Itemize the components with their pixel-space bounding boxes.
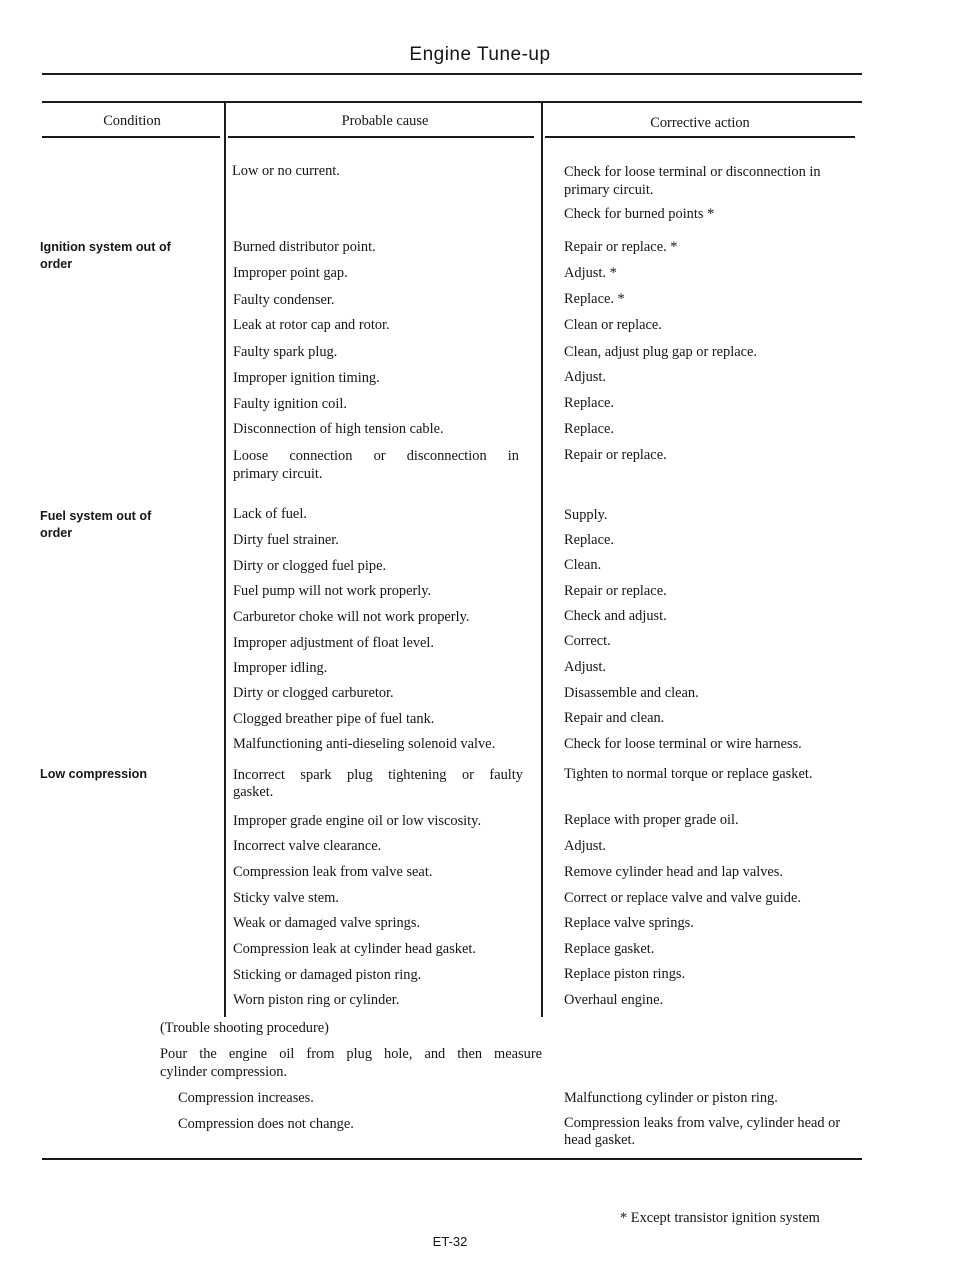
- cause-item: Improper point gap.: [233, 265, 348, 281]
- cause-item: Improper adjustment of float level.: [233, 635, 435, 651]
- table-top-rule: [42, 101, 862, 103]
- action-item: Repair or replace.: [564, 583, 667, 599]
- action-item: Adjust.: [564, 369, 606, 385]
- header-rule-cause: [228, 136, 534, 138]
- footnote: * Except transistor ignition system: [620, 1210, 820, 1226]
- cause-item: Improper grade engine oil or low viscosity.: [233, 813, 482, 829]
- condition-ignition: Ignition system out of order: [40, 240, 171, 271]
- action-item: Tighten to normal torque or replace gasket.: [564, 766, 813, 782]
- cause-item: Lack of fuel.: [233, 506, 307, 522]
- action-item: Overhaul engine.: [564, 992, 664, 1008]
- action-item: Repair or replace. *: [564, 239, 678, 255]
- procedure-title: (Trouble shooting procedure): [160, 1020, 329, 1036]
- cause-item: Incorrect spark plug tightening or faulty: [233, 767, 523, 783]
- action-item: Check for loose terminal or disconnection in: [564, 164, 821, 180]
- action-item: primary circuit.: [564, 182, 654, 198]
- cause-item: Sticky valve stem.: [233, 890, 339, 906]
- cause-item: Sticking or damaged piston ring.: [233, 967, 422, 983]
- condition-compression: Low compression: [40, 767, 148, 781]
- column-divider-1: [224, 101, 226, 1017]
- cause-item: Low or no current.: [232, 163, 340, 179]
- cause-item: Incorrect valve clearance.: [233, 838, 382, 854]
- procedure-result: Compression does not change.: [178, 1116, 354, 1132]
- cause-item: Malfunctioning anti-dieseling solenoid valve.: [233, 736, 496, 752]
- cause-item: Improper ignition timing.: [233, 370, 380, 386]
- action-item: Correct.: [564, 633, 611, 649]
- action-item: Replace gasket.: [564, 941, 655, 957]
- cause-item: Dirty fuel strainer.: [233, 532, 339, 548]
- column-divider-2: [541, 101, 543, 1017]
- cause-item: Burned distributor point.: [233, 239, 376, 255]
- header-rule-condition: [42, 136, 220, 138]
- header-probable-cause: Probable cause: [341, 113, 429, 129]
- action-item: Adjust.: [564, 659, 606, 675]
- action-item: Repair and clean.: [564, 710, 665, 726]
- cause-item: Worn piston ring or cylinder.: [233, 992, 400, 1008]
- condition-fuel: Fuel system out of order: [40, 509, 152, 540]
- action-item: Check for loose terminal or wire harness.: [564, 736, 802, 752]
- cause-item: Dirty or clogged carburetor.: [233, 685, 394, 701]
- action-item: Check for burned points *: [564, 206, 715, 222]
- procedure-line: cylinder compression.: [160, 1064, 288, 1080]
- action-item: Remove cylinder head and lap valves.: [564, 864, 783, 880]
- cause-item: Improper idling.: [233, 660, 328, 676]
- action-item: Replace. *: [564, 291, 625, 307]
- cause-item: Disconnection of high tension cable.: [233, 421, 444, 437]
- action-item: Adjust. *: [564, 265, 617, 281]
- cause-item: Loose connection or disconnection in: [233, 448, 519, 464]
- action-item: Replace with proper grade oil.: [564, 812, 739, 828]
- action-item: Replace.: [564, 532, 614, 548]
- procedure-result: Compression increases.: [178, 1090, 314, 1106]
- action-item: Repair or replace.: [564, 447, 667, 463]
- cause-item: Compression leak from valve seat.: [233, 864, 433, 880]
- header-rule-action: [545, 136, 855, 138]
- table-bottom-rule: [42, 1158, 862, 1160]
- page-title: Engine Tune-up: [409, 44, 551, 65]
- cause-item: Weak or damaged valve springs.: [233, 915, 421, 931]
- action-item: Clean or replace.: [564, 317, 662, 333]
- action-item: Replace valve springs.: [564, 915, 694, 931]
- cause-item: Faulty condenser.: [233, 292, 335, 308]
- page-number: ET-32: [432, 1234, 468, 1249]
- action-item: Clean, adjust plug gap or replace.: [564, 344, 758, 360]
- action-item: Adjust.: [564, 838, 606, 854]
- action-item: Supply.: [564, 507, 608, 523]
- cause-item: Leak at rotor cap and rotor.: [233, 317, 390, 333]
- action-item: Replace.: [564, 395, 614, 411]
- cause-item: Clogged breather pipe of fuel tank.: [233, 711, 435, 727]
- cause-item: Fuel pump will not work properly.: [233, 583, 432, 599]
- cause-item: Dirty or clogged fuel pipe.: [233, 558, 387, 574]
- action-item: Disassemble and clean.: [564, 685, 699, 701]
- title-rule: [42, 73, 862, 75]
- action-item: Replace piston rings.: [564, 966, 686, 982]
- cause-item: Carburetor choke will not work properly.: [233, 609, 470, 625]
- cause-item: Faulty spark plug.: [233, 344, 338, 360]
- procedure-line: Pour the engine oil from plug hole, and then measure: [160, 1046, 542, 1062]
- procedure-diagnosis: Malfunctiong cylinder or piston ring.: [564, 1090, 778, 1106]
- action-item: Replace.: [564, 421, 614, 437]
- cause-item: gasket.: [233, 784, 274, 800]
- procedure-diagnosis: Compression leaks from valve, cylinder head or head gasket.: [564, 1115, 841, 1148]
- action-item: Clean.: [564, 557, 602, 573]
- action-item: Correct or replace valve and valve guide.: [564, 890, 801, 906]
- header-condition: Condition: [103, 113, 161, 129]
- cause-item: Compression leak at cylinder head gasket.: [233, 941, 476, 957]
- cause-item: primary circuit.: [233, 466, 323, 482]
- cause-item: Faulty ignition coil.: [233, 396, 347, 412]
- action-item: Check and adjust.: [564, 608, 667, 624]
- header-corrective-action: Corrective action: [650, 115, 750, 131]
